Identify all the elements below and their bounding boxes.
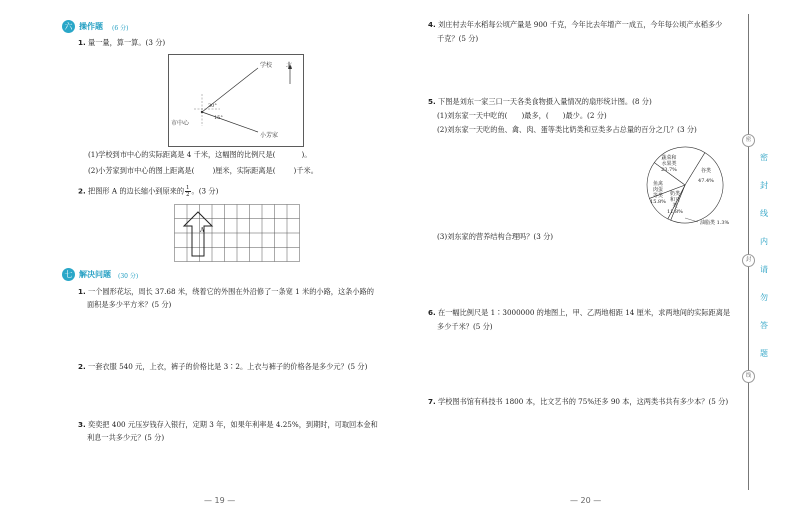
question-4: 4. 刘庄村去年水稻每公顷产量是 900 千克，今年比去年增产一成五，今年每公顷产水稻多少 <box>428 20 723 29</box>
section-7-score: (30 分) <box>118 273 139 280</box>
binding-char-6: 勿 <box>760 293 768 302</box>
section-7-badge: 七 <box>62 268 75 281</box>
question-7-3-line2: 利息一共多少元？(5 分) <box>87 433 165 442</box>
binding-char-8: 题 <box>760 349 768 358</box>
pie-chart <box>640 140 740 230</box>
label-milk-4: 11.8% <box>667 209 683 215</box>
question-5-sub2: (2)刘东家一天吃的鱼、禽、肉、蛋等类比奶类和豆类多占总量的百分之几？(3 分) <box>437 125 697 134</box>
question-6-line2: 多少千米？(5 分) <box>437 322 493 331</box>
fraction-denominator: 2 <box>186 192 190 198</box>
label-milk-3: 类 <box>672 203 678 209</box>
label-milk-1: 奶类 <box>669 191 681 197</box>
question-7-1-line2: 面积是多少平方米？(5 分) <box>87 300 172 309</box>
binding-circle-bottom: 线 <box>742 370 755 383</box>
angle-label-15: 15° <box>214 115 223 121</box>
binding-char-3: 线 <box>760 209 768 218</box>
label-milk-2: 和豆 <box>669 197 681 203</box>
north-label: 北 <box>286 62 293 69</box>
question-7-1: 1. 一个圆形花坛，周长 37.68 米，绕着它的外围在外沿修了一条宽 1 米的小路，这条小路的 <box>78 287 374 296</box>
page-number-right: — 20 — <box>570 496 602 505</box>
section-6-badge: 六 <box>62 20 75 33</box>
binding-char-1: 密 <box>760 153 768 162</box>
label-oil: 油脂类 1.3% <box>700 220 730 226</box>
label-fish-2: 肉蛋 <box>652 187 664 193</box>
xiaofang-label: 小芳家 <box>260 132 279 139</box>
binding-char-2: 封 <box>760 181 768 190</box>
question-6: 6. 在一幅比例尺是 1∶3000000 的地图上，甲、乙两地相距 14 厘米，求两地间的实际距离是 <box>428 308 731 317</box>
binding-line <box>748 14 749 490</box>
page-number-left: — 19 — <box>204 496 236 505</box>
center-label: 市中心 <box>171 120 190 127</box>
fraction-numerator: 1 <box>186 185 190 191</box>
binding-char-4: 内 <box>760 237 768 246</box>
section-6-title: 操作题 <box>79 22 103 31</box>
question-5-sub1: (1)刘东家一天中吃的( )最多，( )最少。(2 分) <box>437 111 607 120</box>
angle-label-30: 30° <box>208 103 217 109</box>
binding-char-7: 答 <box>760 321 768 330</box>
school-label: 学校 <box>260 62 273 69</box>
map-diagram <box>168 54 304 147</box>
question-5-sub3: (3)刘东家的营养结构合理吗？(3 分) <box>437 232 554 241</box>
question-6-1-sub2: (2)小芳家到市中心的图上距离是( )厘米，实际距离是( )千米。 <box>88 166 318 175</box>
grid-figure <box>174 204 300 262</box>
question-7-3: 3. 奕奕把 400 元压岁钱存入银行，定期 3 年，如果年利率是 4.25%，到期时，可取回本金和 <box>78 420 378 429</box>
label-grain-1: 谷类 <box>700 168 712 174</box>
question-6-1-sub1: (1)学校到市中心的实际距离是 4 千米，这幅图的比例尺是( )。 <box>88 150 312 159</box>
question-5: 5. 下图是刘东一家三口一天各类食物摄入量情况的扇形统计图。(8 分) <box>428 97 652 106</box>
question-7-2: 2. 一套衣服 540 元，上衣，裤子的价格比是 3∶2。上衣与裤子的价格各是多少元？(5 分) <box>78 362 368 371</box>
section-7-title: 解决问题 <box>79 270 111 279</box>
label-veg-2: 水果类 <box>661 161 677 167</box>
shape-a-label: A <box>200 227 205 234</box>
label-veg-1: 蔬菜和 <box>661 155 677 161</box>
section-6-score: (6 分) <box>112 25 129 32</box>
binding-circle-top: 密 <box>742 134 755 147</box>
label-fish-3: 等类 <box>652 193 664 199</box>
label-grain-2: 47.4% <box>698 178 714 184</box>
binding-circle-mid: 封 <box>742 254 755 267</box>
label-veg-3: 23.7% <box>661 167 677 173</box>
question-6-1: 1. 量一量，算一算。(3 分) <box>78 38 166 47</box>
question-6-2: 2. 把图形 A 的边长缩小到原来的 $\frac{1}{2}$ 。(3 分) <box>78 185 219 198</box>
question-4-line2: 千克？(5 分) <box>437 34 479 43</box>
question-7: 7. 学校图书馆有科技书 1800 本，比文艺书的 75%还多 90 本，这两类书共有多少本？(5 分) <box>428 397 729 406</box>
label-fish-1: 鱼禽 <box>652 181 664 187</box>
label-fish-4: 15.8% <box>650 199 666 205</box>
binding-char-5: 请 <box>760 265 768 274</box>
